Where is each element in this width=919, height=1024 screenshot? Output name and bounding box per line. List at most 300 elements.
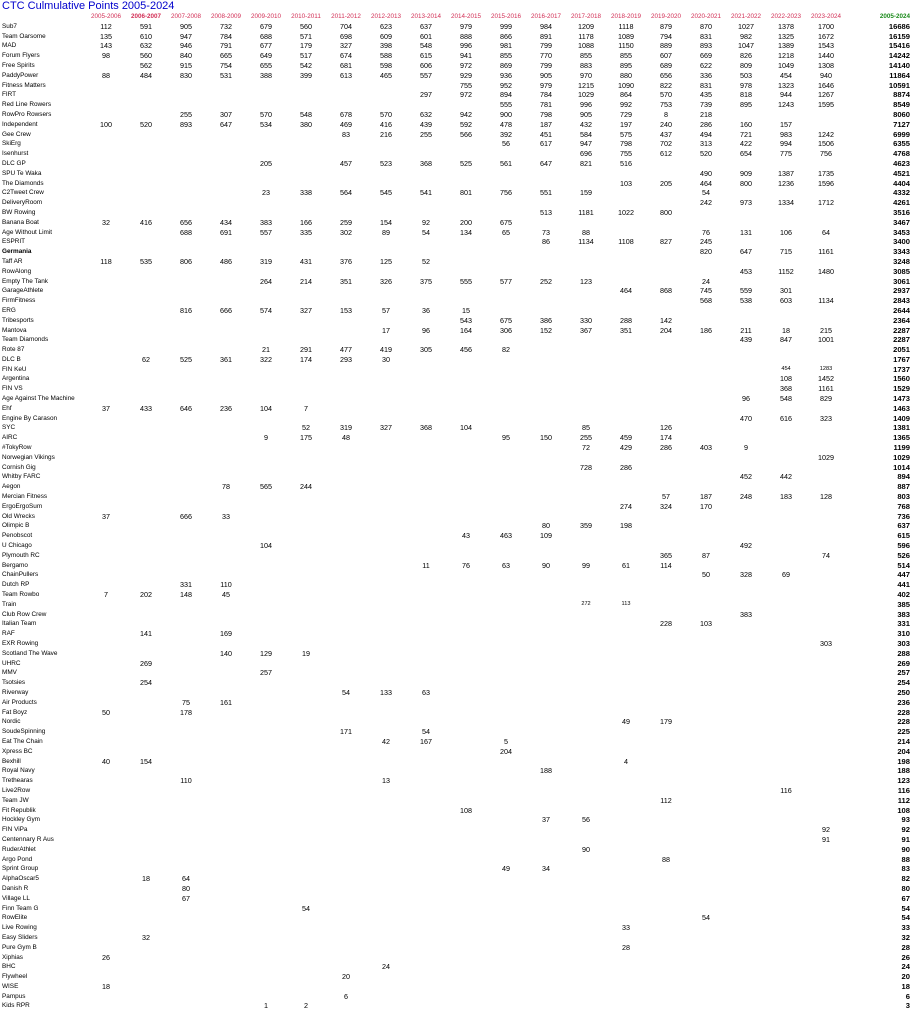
season-points xyxy=(166,237,206,247)
season-points: 1543 xyxy=(818,41,834,51)
season-points: 984 xyxy=(540,21,552,31)
season-points: 54 xyxy=(422,227,430,237)
season-points: 161 xyxy=(220,697,232,707)
team-name: Germania xyxy=(2,248,32,256)
season-points xyxy=(726,884,766,894)
season-points xyxy=(366,796,406,806)
season-points: 821 xyxy=(580,158,592,168)
season-points xyxy=(246,992,286,1002)
season-points xyxy=(526,374,566,384)
season-points: 104 xyxy=(260,541,272,551)
season-points: 106 xyxy=(780,227,792,237)
team-name: DLC GP xyxy=(2,159,26,167)
season-points: 8 xyxy=(664,109,668,119)
table-row xyxy=(0,355,910,365)
season-points: 1161 xyxy=(818,384,834,394)
season-points xyxy=(406,717,446,727)
season-points xyxy=(366,316,406,326)
season-points: 76 xyxy=(462,560,470,570)
season-points: 108 xyxy=(460,805,472,815)
season-points: 383 xyxy=(740,609,752,619)
season-points xyxy=(526,982,566,992)
season-points xyxy=(646,786,686,796)
season-points xyxy=(326,463,366,473)
season-points xyxy=(86,678,126,688)
season-points: 979 xyxy=(540,80,552,90)
season-points xyxy=(326,874,366,884)
season-points: 416 xyxy=(380,119,392,129)
season-points xyxy=(286,688,326,698)
season-points xyxy=(726,688,766,698)
season-points xyxy=(126,433,166,443)
season-points: 64 xyxy=(822,227,830,237)
season-points xyxy=(126,335,166,345)
season-points xyxy=(366,472,406,482)
table-row xyxy=(0,796,910,806)
season-points: 335 xyxy=(300,227,312,237)
season-points: 806 xyxy=(180,256,192,266)
season-points: 57 xyxy=(382,305,390,315)
season-points: 655 xyxy=(260,60,272,70)
total-points: 4768 xyxy=(893,149,910,159)
total-points: 11864 xyxy=(889,70,910,80)
season-points xyxy=(806,913,846,923)
season-points: 99 xyxy=(582,560,590,570)
season-points xyxy=(246,316,286,326)
season-points: 1181 xyxy=(578,207,594,217)
season-points xyxy=(446,933,486,943)
season-points xyxy=(486,384,526,394)
season-points xyxy=(206,610,246,620)
season-points xyxy=(206,365,246,375)
season-points: 328 xyxy=(740,570,752,580)
total-points: 1560 xyxy=(893,374,910,384)
season-points xyxy=(726,737,766,747)
season-points xyxy=(246,825,286,835)
season-points xyxy=(486,619,526,629)
season-points: 323 xyxy=(820,413,832,423)
season-points xyxy=(126,688,166,698)
team-name: Sprint Group xyxy=(2,865,39,873)
season-points xyxy=(686,688,726,698)
table-row xyxy=(0,218,910,228)
season-points xyxy=(366,443,406,453)
table-row xyxy=(0,502,910,512)
season-points xyxy=(246,943,286,953)
season-points xyxy=(126,992,166,1002)
team-name: Rote 87 xyxy=(2,346,25,354)
season-points xyxy=(206,825,246,835)
season-points xyxy=(86,943,126,953)
season-points: 1152 xyxy=(778,266,794,276)
season-points xyxy=(566,698,606,708)
table-row xyxy=(0,414,910,424)
season-points xyxy=(166,198,206,208)
table-row xyxy=(0,717,910,727)
season-points: 98 xyxy=(102,51,110,61)
season-points xyxy=(246,512,286,522)
season-points xyxy=(686,414,726,424)
season-points xyxy=(126,472,166,482)
season-points xyxy=(486,953,526,963)
season-points xyxy=(446,904,486,914)
table-row xyxy=(0,61,910,71)
season-points xyxy=(326,835,366,845)
season-points xyxy=(206,747,246,757)
team-name: Free Spirits xyxy=(2,61,35,69)
team-name: Whitby FARC xyxy=(2,473,41,481)
season-points xyxy=(406,394,446,404)
season-points: 7 xyxy=(304,403,308,413)
season-points xyxy=(166,443,206,453)
season-points: 257 xyxy=(260,668,272,678)
season-points xyxy=(126,845,166,855)
season-points xyxy=(206,394,246,404)
table-row xyxy=(0,541,910,551)
season-points xyxy=(686,561,726,571)
table-row xyxy=(0,1001,910,1011)
season-points xyxy=(446,776,486,786)
season-points: 982 xyxy=(740,31,752,41)
season-points xyxy=(566,355,606,365)
season-points: 215 xyxy=(820,325,832,335)
season-points xyxy=(686,982,726,992)
total-points: 2287 xyxy=(893,335,910,345)
season-points xyxy=(446,580,486,590)
season-points xyxy=(206,198,246,208)
season-points: 494 xyxy=(700,129,712,139)
table-row xyxy=(0,149,910,159)
season-points xyxy=(726,864,766,874)
season-points xyxy=(686,404,726,414)
season-points: 95 xyxy=(502,433,510,443)
season-points xyxy=(806,237,846,247)
season-points: 439 xyxy=(740,335,752,345)
season-points: 198 xyxy=(620,521,632,531)
season-points xyxy=(606,766,646,776)
season-points xyxy=(126,169,166,179)
season-points xyxy=(326,923,366,933)
season-points xyxy=(686,864,726,874)
total-points: 2364 xyxy=(893,315,910,325)
total-points: 3400 xyxy=(893,237,910,247)
team-name: Forum Flyers xyxy=(2,52,40,60)
season-points xyxy=(646,825,686,835)
season-points xyxy=(326,179,366,189)
season-points: 829 xyxy=(820,394,832,404)
season-points: 1325 xyxy=(778,31,794,41)
season-points: 108 xyxy=(780,374,792,384)
season-points: 1672 xyxy=(818,31,834,41)
season-points xyxy=(526,492,566,502)
season-points xyxy=(86,81,126,91)
season-points: 669 xyxy=(700,51,712,61)
season-points xyxy=(86,247,126,257)
total-points: 402 xyxy=(897,590,910,600)
table-row xyxy=(0,708,910,718)
season-points xyxy=(366,678,406,688)
season-points: 895 xyxy=(620,60,632,70)
season-points: 470 xyxy=(740,413,752,423)
season-points xyxy=(766,600,806,610)
season-points: 545 xyxy=(380,188,392,198)
season-points: 141 xyxy=(140,629,152,639)
team-name: Fitness Matters xyxy=(2,81,46,89)
season-points xyxy=(766,923,806,933)
team-name: #TokyRow xyxy=(2,444,32,452)
total-points: 1409 xyxy=(893,413,910,423)
total-points: 1529 xyxy=(893,384,910,394)
season-points xyxy=(86,747,126,757)
season-points xyxy=(566,884,606,894)
season-points: 1049 xyxy=(778,60,794,70)
season-points xyxy=(166,394,206,404)
season-points: 1047 xyxy=(738,41,754,51)
season-points xyxy=(486,786,526,796)
total-points: 383 xyxy=(897,609,910,619)
season-points xyxy=(246,561,286,571)
season-points xyxy=(566,345,606,355)
season-points xyxy=(86,727,126,737)
season-points xyxy=(86,345,126,355)
season-points xyxy=(446,943,486,953)
season-points xyxy=(566,894,606,904)
season-points xyxy=(326,149,366,159)
season-points xyxy=(726,423,766,433)
season-points: 571 xyxy=(300,31,312,41)
season-points: 365 xyxy=(660,550,672,560)
season-points xyxy=(806,845,846,855)
season-points xyxy=(246,169,286,179)
season-column-header: 2018-2019 xyxy=(610,13,642,20)
season-points xyxy=(686,218,726,228)
season-points xyxy=(166,482,206,492)
season-points xyxy=(726,453,766,463)
table-row xyxy=(0,208,910,218)
season-points xyxy=(126,296,166,306)
season-points xyxy=(726,953,766,963)
season-points xyxy=(206,433,246,443)
season-points: 63 xyxy=(422,687,430,697)
season-points xyxy=(406,619,446,629)
season-points xyxy=(86,179,126,189)
season-points xyxy=(126,237,166,247)
season-points xyxy=(366,384,406,394)
season-points: 732 xyxy=(220,21,232,31)
season-points xyxy=(246,531,286,541)
season-points xyxy=(166,149,206,159)
season-points xyxy=(806,110,846,120)
table-row xyxy=(0,806,910,816)
season-points: 54 xyxy=(302,903,310,913)
season-points xyxy=(406,433,446,443)
season-column-header: 2012-2013 xyxy=(370,13,402,20)
season-points: 442 xyxy=(780,472,792,482)
season-points xyxy=(246,208,286,218)
season-points xyxy=(86,286,126,296)
season-points xyxy=(686,815,726,825)
season-points xyxy=(486,757,526,767)
total-points: 204 xyxy=(897,746,910,756)
season-points xyxy=(726,345,766,355)
table-row xyxy=(0,365,910,375)
season-points: 113 xyxy=(621,600,631,607)
season-points xyxy=(566,708,606,718)
season-points xyxy=(726,374,766,384)
season-points xyxy=(126,894,166,904)
season-points: 88 xyxy=(102,70,110,80)
season-points xyxy=(166,678,206,688)
season-points: 272 xyxy=(581,600,591,607)
season-points xyxy=(686,933,726,943)
season-points xyxy=(166,688,206,698)
season-points xyxy=(526,610,566,620)
season-points xyxy=(806,1001,846,1011)
season-points xyxy=(206,335,246,345)
season-points: 110 xyxy=(220,580,232,590)
season-points xyxy=(246,688,286,698)
team-name: Age Without Limit xyxy=(2,228,53,236)
season-points: 286 xyxy=(700,119,712,129)
season-points xyxy=(246,521,286,531)
season-points: 574 xyxy=(260,305,272,315)
season-points: 118 xyxy=(100,256,112,266)
season-points xyxy=(366,580,406,590)
season-points xyxy=(86,384,126,394)
season-points: 76 xyxy=(702,227,710,237)
season-points: 319 xyxy=(260,256,272,266)
season-column-header: 2020-2021 xyxy=(690,13,722,20)
season-points xyxy=(686,737,726,747)
season-points xyxy=(286,384,326,394)
season-points: 248 xyxy=(740,492,752,502)
season-points: 754 xyxy=(220,60,232,70)
season-points: 675 xyxy=(500,217,512,227)
season-points xyxy=(646,629,686,639)
season-points xyxy=(446,257,486,267)
season-points xyxy=(286,757,326,767)
table-row xyxy=(0,894,910,904)
season-points xyxy=(86,433,126,443)
table-row xyxy=(0,845,910,855)
season-points xyxy=(686,521,726,531)
season-points: 303 xyxy=(820,639,832,648)
season-points xyxy=(766,463,806,473)
season-points xyxy=(686,590,726,600)
season-points xyxy=(526,247,566,257)
season-points: 486 xyxy=(220,256,232,266)
season-points xyxy=(206,776,246,786)
season-points xyxy=(646,678,686,688)
season-points xyxy=(126,531,166,541)
season-points xyxy=(86,688,126,698)
season-points xyxy=(286,169,326,179)
season-points xyxy=(326,982,366,992)
season-points xyxy=(766,962,806,972)
season-points xyxy=(406,923,446,933)
table-row xyxy=(0,825,910,835)
total-points: 596 xyxy=(897,541,910,551)
team-name: Hockley Gym xyxy=(2,816,40,824)
season-points xyxy=(566,365,606,375)
season-points xyxy=(766,277,806,287)
season-points xyxy=(246,629,286,639)
season-points: 327 xyxy=(340,41,352,51)
season-points xyxy=(286,286,326,296)
season-points xyxy=(566,169,606,179)
season-points xyxy=(406,237,446,247)
season-points xyxy=(646,943,686,953)
season-points xyxy=(606,864,646,874)
season-points xyxy=(646,708,686,718)
season-points xyxy=(286,698,326,708)
season-points xyxy=(366,81,406,91)
season-points xyxy=(646,953,686,963)
season-points xyxy=(406,864,446,874)
season-points: 61 xyxy=(622,560,630,570)
season-points xyxy=(446,179,486,189)
season-points: 1735 xyxy=(818,168,834,178)
season-points xyxy=(126,159,166,169)
season-points xyxy=(766,590,806,600)
season-points: 617 xyxy=(540,139,552,149)
season-points xyxy=(686,365,726,375)
season-points xyxy=(326,208,366,218)
season-points: 568 xyxy=(700,296,712,306)
season-points xyxy=(286,874,326,884)
season-points xyxy=(566,580,606,590)
season-points xyxy=(686,708,726,718)
season-points xyxy=(486,482,526,492)
season-points: 75 xyxy=(182,697,190,707)
season-points xyxy=(646,463,686,473)
season-points xyxy=(326,492,366,502)
season-points xyxy=(166,747,206,757)
season-points: 159 xyxy=(580,188,592,198)
season-points xyxy=(606,992,646,1002)
season-points xyxy=(86,335,126,345)
season-points xyxy=(686,766,726,776)
season-points xyxy=(686,208,726,218)
season-points: 1387 xyxy=(778,168,794,178)
table-row xyxy=(0,90,910,100)
season-points: 336 xyxy=(700,70,712,80)
season-points xyxy=(526,257,566,267)
season-points: 784 xyxy=(220,31,232,41)
season-points: 610 xyxy=(140,31,152,41)
team-name: Independent xyxy=(2,120,38,128)
season-points xyxy=(246,423,286,433)
season-points xyxy=(166,943,206,953)
season-points xyxy=(526,649,566,659)
season-points xyxy=(806,610,846,620)
season-points xyxy=(766,708,806,718)
total-points: 1737 xyxy=(893,364,910,374)
season-points: 368 xyxy=(420,158,432,168)
season-points xyxy=(86,482,126,492)
season-points xyxy=(566,923,606,933)
season-points xyxy=(726,786,766,796)
season-points: 870 xyxy=(700,21,712,31)
season-points: 753 xyxy=(660,100,672,110)
season-points xyxy=(406,247,446,257)
season-points: 490 xyxy=(700,168,712,178)
season-points: 1700 xyxy=(818,21,834,31)
season-points: 1150 xyxy=(618,41,634,51)
total-points: 803 xyxy=(897,492,910,502)
season-points xyxy=(686,962,726,972)
season-points xyxy=(126,806,166,816)
